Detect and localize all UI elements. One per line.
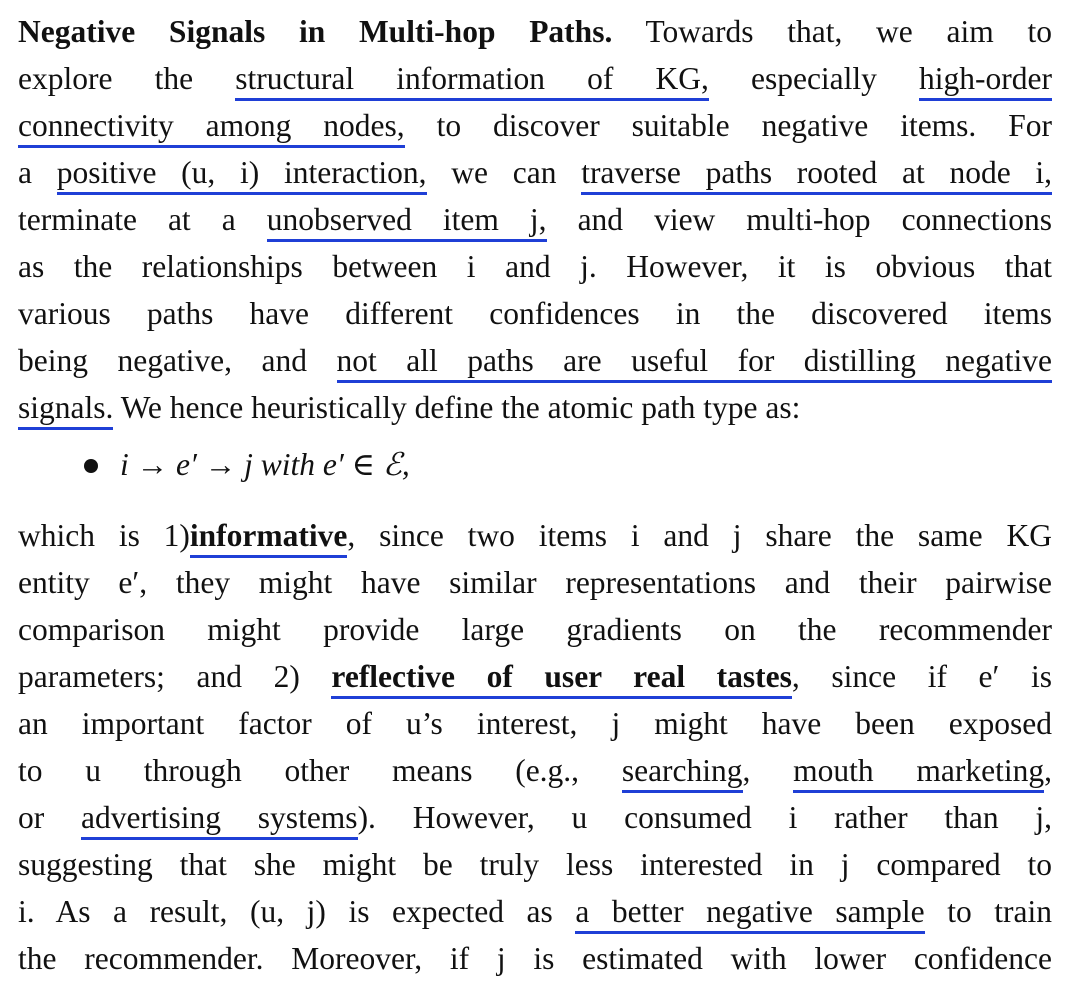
text-line bbox=[18, 512, 1052, 559]
text-line: comparison might provide large gradients on the recommender bbox=[18, 612, 1052, 647]
underlined-phrase: traverse paths rooted at node i, bbox=[581, 155, 1052, 195]
underlined-phrase: structural information of KG, bbox=[235, 61, 709, 101]
text-line bbox=[18, 8, 1052, 55]
text-line bbox=[18, 384, 1052, 431]
underlined-phrase: not all paths are useful for distilling negative bbox=[337, 343, 1053, 383]
bullet-item bbox=[18, 441, 1052, 488]
text-span: or bbox=[18, 800, 45, 835]
text-span: , bbox=[742, 753, 751, 788]
text-span: We hence heuristically define the atomic path type as: bbox=[120, 390, 801, 425]
underlined-phrase: unobserved item j, bbox=[267, 202, 547, 242]
text-span: i. As a result, (u, j) is expected as bbox=[18, 894, 553, 929]
text-line bbox=[18, 55, 1052, 102]
underlined-phrase: signals. bbox=[18, 390, 113, 430]
text-line: entity e′, they might have similar representations and their pairwise bbox=[18, 565, 1052, 600]
text-span: parameters; and 2) bbox=[18, 659, 300, 694]
text-span: , since two items i and j share the same KG bbox=[347, 518, 1052, 553]
text-span: ). However, u consumed i rather than j, bbox=[357, 800, 1052, 835]
underlined-phrase: high-order bbox=[919, 61, 1052, 101]
text-span: being negative, and bbox=[18, 343, 308, 378]
text-span: Towards that, we aim to bbox=[645, 14, 1052, 49]
text-line bbox=[18, 149, 1052, 196]
underlined-phrase: connectivity among nodes, bbox=[18, 108, 405, 148]
text-span: which is 1) bbox=[18, 518, 190, 553]
text-span: , bbox=[1044, 753, 1053, 788]
text-span: to discover suitable negative items. For bbox=[436, 108, 1052, 143]
text-span: to u through other means (e.g., bbox=[18, 753, 580, 788]
text-line bbox=[18, 653, 1052, 700]
path-formula: i → e′ → j with e′ ∈ ℰ, bbox=[120, 447, 410, 482]
bold-term: reflective of user real tastes bbox=[331, 659, 791, 699]
underlined-phrase: searching bbox=[622, 753, 743, 793]
text-span: we can bbox=[451, 155, 557, 190]
text-line bbox=[18, 794, 1052, 841]
text-line: various paths have different confidences in the discovered items bbox=[18, 296, 1052, 331]
text-line: the recommender. Moreover, if j is estimated with lower confidence bbox=[18, 941, 1052, 976]
text-line bbox=[18, 337, 1052, 384]
underlined-phrase: a better negative sample bbox=[575, 894, 924, 934]
bold-term: informative bbox=[190, 518, 347, 558]
bullet-dot-icon bbox=[84, 459, 98, 473]
underlined-phrase: advertising systems bbox=[81, 800, 358, 840]
text-line bbox=[18, 196, 1052, 243]
text-line bbox=[18, 888, 1052, 935]
text-span: a bbox=[18, 155, 32, 190]
text-span: terminate at a bbox=[18, 202, 236, 237]
text-line bbox=[18, 102, 1052, 149]
text-span: explore the bbox=[18, 61, 194, 96]
paper-excerpt bbox=[18, 8, 1052, 982]
text-line bbox=[18, 747, 1052, 794]
text-span: to train bbox=[947, 894, 1052, 929]
underlined-phrase: positive (u, i) interaction, bbox=[57, 155, 427, 195]
text-line: as the relationships between i and j. However, it is obvious that bbox=[18, 249, 1052, 284]
text-span: especially bbox=[750, 61, 877, 96]
text-span: , since if e′ is bbox=[791, 659, 1052, 694]
text-line: suggesting that she might be truly less interested in j compared to bbox=[18, 847, 1052, 882]
text-span: and view multi-hop connections bbox=[577, 202, 1053, 237]
section-heading: Negative Signals in Multi-hop Paths. bbox=[18, 14, 613, 49]
underlined-phrase: mouth marketing bbox=[793, 753, 1044, 793]
text-line: an important factor of u’s interest, j might have been exposed bbox=[18, 706, 1052, 741]
